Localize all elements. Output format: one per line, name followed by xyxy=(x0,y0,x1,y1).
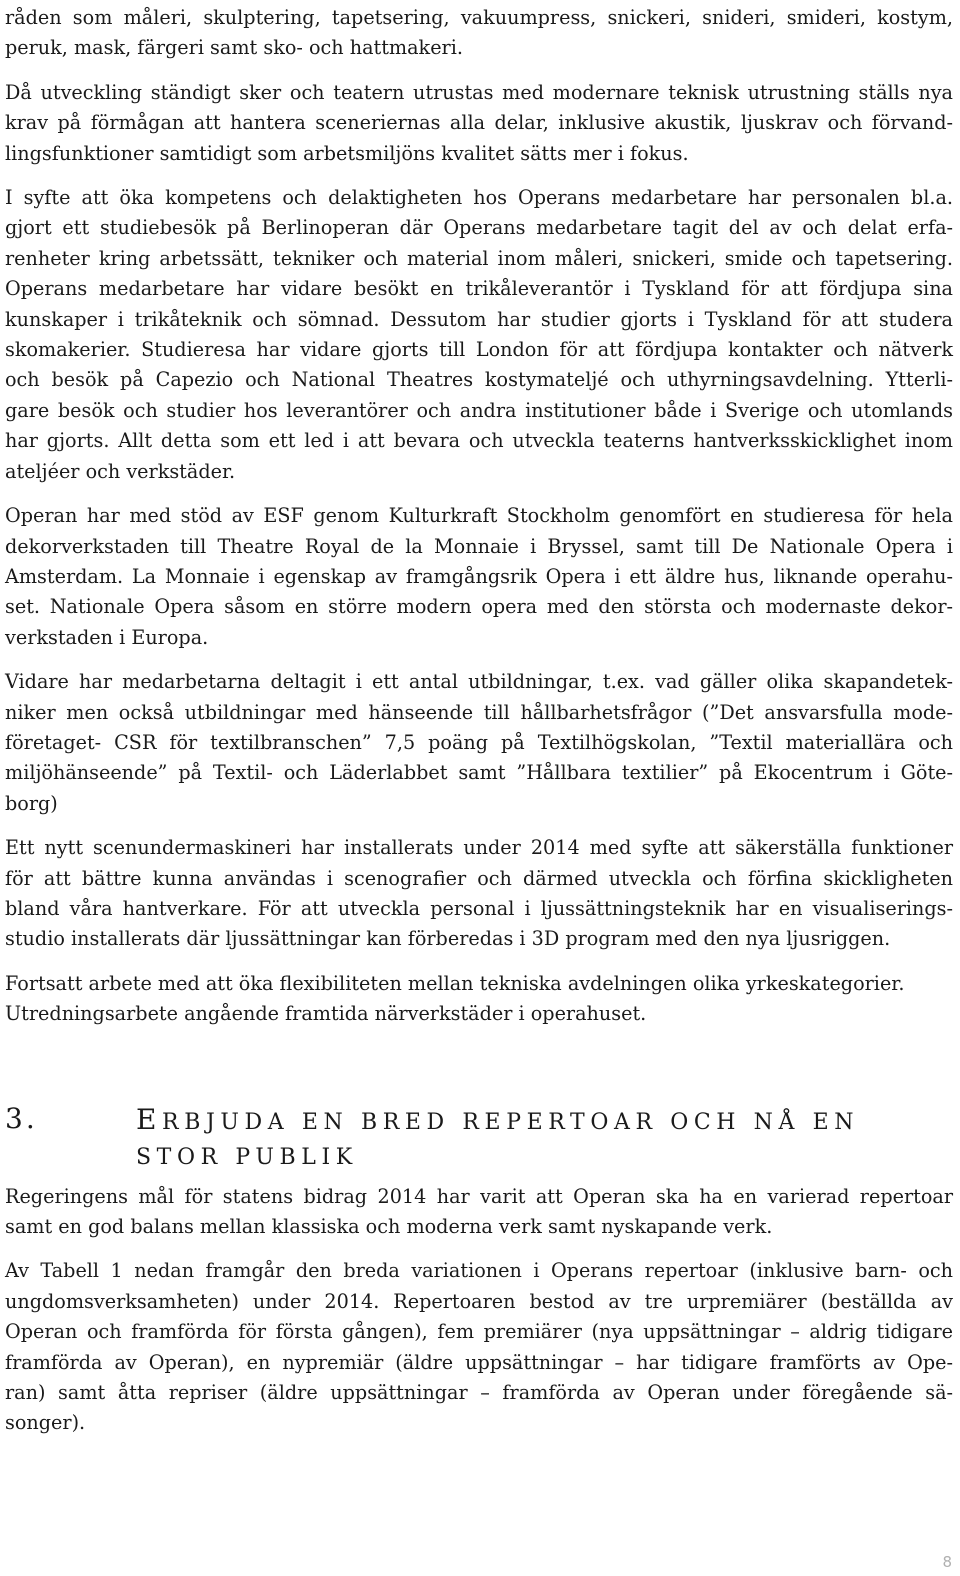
section-title-line-2: STOR PUBLIK xyxy=(136,1144,358,1170)
text-line: Vidare har medarbetarna deltagit i ett antal utbildningar, t.ex. vad gäller olika skapandetek- xyxy=(5,670,953,694)
text-line: bland våra hantverkare. För att utveckla personal i ljussättningsteknik har en visualiserings- xyxy=(5,896,953,920)
paragraph-stage-machinery xyxy=(5,833,953,955)
text-line: gare besök och studier hos leverantörer och andra institutioner både i Sverige och utomlands xyxy=(5,398,953,422)
section-heading xyxy=(5,1102,953,1175)
text-line: Då utveckling ständigt sker och teatern utrustas med modernare teknisk utrustning ställs nya xyxy=(5,80,953,104)
text-line: ateljéer och verkstäder. xyxy=(5,459,236,483)
paragraph-crafts-list xyxy=(5,3,953,64)
text-line: för att bättre kunna användas i scenografier och därmed utveckla och förfina skickligheten xyxy=(5,866,953,890)
text-line: krav på förmågan att hantera sceneriernas alla delar, inklusive akustik, ljuskrav och förvand- xyxy=(5,111,953,135)
text-line: gjort ett studiebesök på Berlinoperan där Operans medarbetare tagit del av och delat erfa- xyxy=(5,216,953,240)
text-line: renheter kring arbetssätt, tekniker och material inom måleri, snickeri, smide och tapetsering. xyxy=(5,246,953,270)
text-line: verkstaden i Europa. xyxy=(5,625,209,649)
text-line: lingsfunktioner samtidigt som arbetsmiljöns kvalitet sätts mer i fokus. xyxy=(5,141,689,165)
paragraph-repertoire xyxy=(5,1256,953,1438)
section-title-line-1 xyxy=(136,1102,860,1136)
text-line: studio installerats där ljussättningar kan förberedas i 3D program med den nya ljusriggen. xyxy=(5,927,891,951)
text-line: kunskaper i trikåteknik och sömnad. Dessutom har studier gjorts i Tyskland för att studera xyxy=(5,307,953,331)
text-line: har gjorts. Allt detta som ett led i att bevara och utveckla teaterns hantverksskicklighet inom xyxy=(5,429,953,453)
paragraph-technical-development xyxy=(5,78,953,169)
section-title xyxy=(136,1102,859,1175)
paragraph-government-goal xyxy=(5,1182,953,1243)
text-line: ran) samt åtta repriser (äldre uppsättningar – framförda av Operan under föregående sä- xyxy=(5,1381,953,1405)
paragraph-flexibility xyxy=(5,969,953,1030)
text-line: Operan och framförda för första gången), fem premiärer (nya uppsättningar – aldrig tidigare xyxy=(5,1320,953,1344)
section-title-line-1-rest: RBJUDA EN BRED REPERTOAR OCH NÅ EN xyxy=(162,1109,860,1135)
paragraph-esf-study-trip xyxy=(5,501,953,653)
document-page xyxy=(5,0,953,1439)
section-number: 3. xyxy=(5,1101,38,1135)
text-line: Amsterdam. La Monnaie i egenskap av framgångsrik Opera i ett äldre hus, liknande operahu- xyxy=(5,564,953,588)
paragraph-competence-visits xyxy=(5,183,953,487)
text-line: dekorverkstaden till Theatre Royal de la Monnaie i Bryssel, samt till De Nationale Opera i xyxy=(5,534,953,558)
text-line: miljöhänseende” på Textil- och Läderlabbet samt ”Hållbara textilier” på Ekocentrum i Göte- xyxy=(5,761,953,785)
text-line: Av Tabell 1 nedan framgår den breda variationen i Operans repertoar (inklusive barn- och xyxy=(5,1259,953,1283)
text-line: Fortsatt arbete med att öka flexibiliteten mellan tekniska avdelningen olika yrkeskategorier. xyxy=(5,971,905,995)
text-line: Operan har med stöd av ESF genom Kulturkraft Stockholm genomfört en studieresa för hela xyxy=(5,504,953,528)
text-line: peruk, mask, färgeri samt sko- och hattmakeri. xyxy=(5,36,463,60)
section-title-initial: E xyxy=(136,1102,163,1136)
paragraph-trainings xyxy=(5,667,953,819)
text-line: Utredningsarbete angående framtida närverkstäder i operahuset. xyxy=(5,1002,647,1026)
text-line: Operans medarbetare har vidare besökt en trikåleverantör i Tyskland för att fördjupa sina xyxy=(5,277,953,301)
text-line: songer). xyxy=(5,1411,86,1435)
text-line: niker men också utbildningar med hänseende till hållbarhetsfrågor (”Det ansvarsfulla mode- xyxy=(5,700,953,724)
text-line: samt en god balans mellan klassiska och moderna verk samt nyskapande verk. xyxy=(5,1215,773,1238)
text-line: och besök på Capezio och National Theatres kostymateljé och uthyrningsavdelning. Ytterli- xyxy=(5,368,953,392)
text-line: framförda av Operan), en nypremiär (äldre uppsättningar – har tidigare framförts av Ope- xyxy=(5,1350,953,1374)
text-line: I syfte att öka kompetens och delaktigheten hos Operans medarbetare har personalen bl.a. xyxy=(5,186,953,210)
text-line: Regeringens mål för statens bidrag 2014 har varit att Operan ska ha en varierad repertoar xyxy=(5,1184,953,1208)
text-line: set. Nationale Opera såsom en större modern opera med den största och modernaste dekor- xyxy=(5,595,953,619)
text-line: Ett nytt scenundermaskineri har installerats under 2014 med syfte att säkerställa funktioner xyxy=(5,836,953,860)
text-line: ungdomsverksamheten) under 2014. Repertoaren bestod av tre urpremiärer (beställda av xyxy=(5,1289,953,1313)
text-line: råden som måleri, skulptering, tapetsering, vakuumpress, snickeri, snideri, smideri, kostym, xyxy=(5,6,953,29)
text-line: borg) xyxy=(5,791,58,815)
text-line: företaget- CSR för textilbranschen” 7,5 poäng på Textilhögskolan, ”Textil materiallära och xyxy=(5,730,953,754)
page-number: 8 xyxy=(942,1553,952,1571)
text-line: skomakerier. Studieresa har vidare gjorts till London för att fördjupa kontakter och nätverk xyxy=(5,338,953,362)
